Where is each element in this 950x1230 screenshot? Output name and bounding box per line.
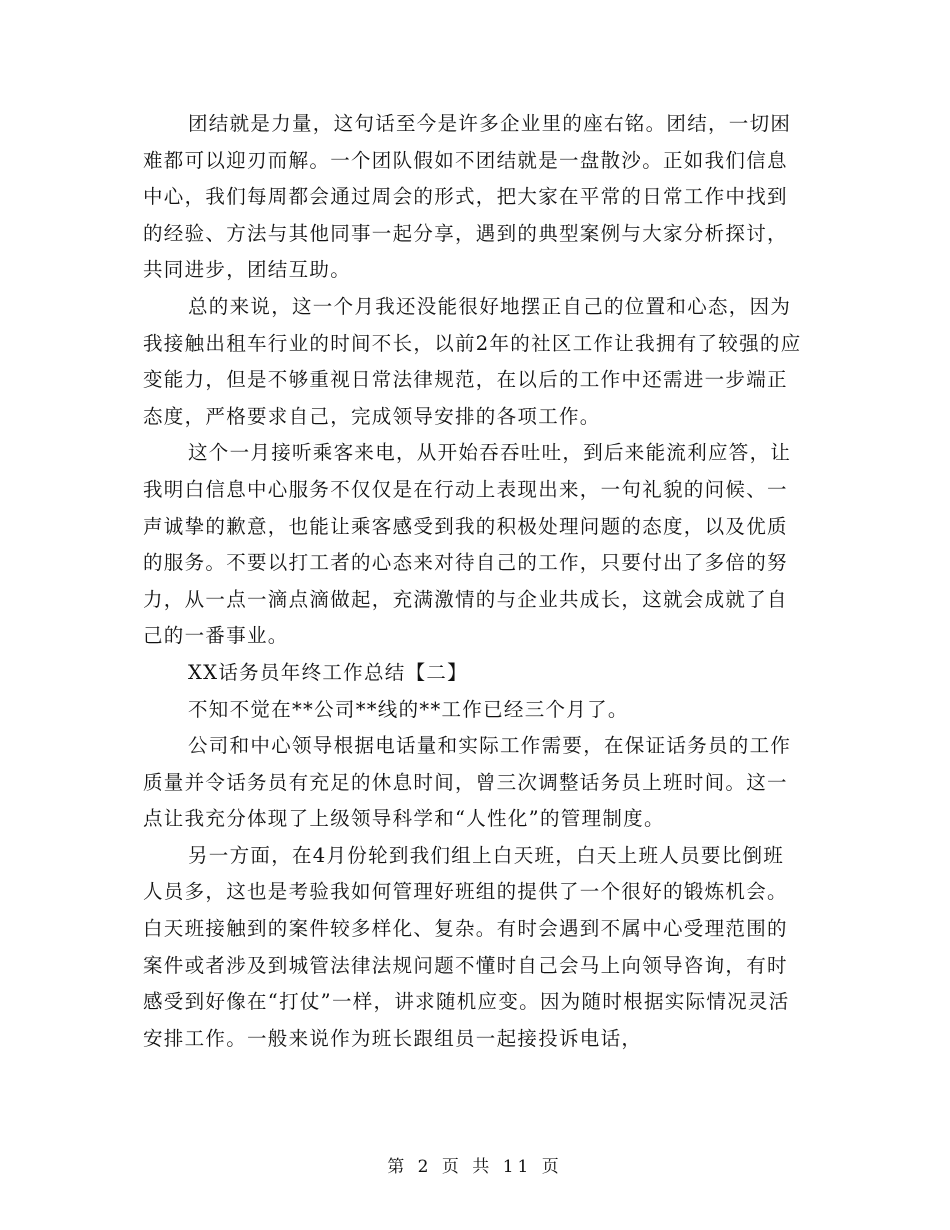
paragraph-1: 团结就是力量，这句话至今是许多企业里的座右铭。团结，一切困难都可以迎刃而解。一个团队假如不团结就是一盘散沙。正如我们信息中心，我们每周都会通过周会的形式，把大家在平常的日常工作中找到的经验、方法与其他同事一起分享，遇到的典型案例与大家分析探讨，共同进步，团结互助。 xyxy=(143,112,792,282)
paragraph-6: 另一方面，在4月份轮到我们组上白天班，白天上班人员要比倒班人员多，这也是考验我如何管理好班组的提供了一个很好的锻炼机会。白天班接触到的案件较多样化、复杂。有时会遇到不属中心受理范围的案件或者涉及到城管法律法规问题不懂时自己会马上向领导咨询，有时感受到好像在“打仗”一样，讲求随机应变。因为随时根据实际情况灵活安排工作。一般来说作为班长跟组员一起接投诉电话， xyxy=(143,843,790,1050)
paragraph-4: 不知不觉在**公司**线的**工作已经三个月了。 xyxy=(188,697,629,721)
document-body xyxy=(143,106,803,1057)
paragraph-3: 这个一月接听乘客来电，从开始吞吞吐吐，到后来能流利应答，让我明白信息中心服务不仅仅是在行动上表现出来，一句礼貌的问候、一声诚挚的歉意，也能让乘客感受到我的积极处理问题的态度，以及优质的服务。不要以打工者的心态来对待自己的工作，只要付出了多倍的努力，从一点一滴点滴做起，充满激情的与企业共成长，这就会成就了自己的一番事业。 xyxy=(143,441,792,648)
paragraph-2: 总的来说，这一个月我还没能很好地摆正自己的位置和心态，因为我接触出租车行业的时间不长，以前2年的社区工作让我拥有了较强的应变能力，但是不够重视日常法律规范，在以后的工作中还需进一步端正态度，严格要求自己，完成领导安排的各项工作。 xyxy=(143,294,802,428)
page-footer: 第 2 页 共 11 页 xyxy=(387,1157,563,1177)
section-heading: XX话务员年终工作总结【二】 xyxy=(188,660,468,684)
paragraph-5: 公司和中心领导根据电话量和实际工作需要，在保证话务员的工作质量并令话务员有充足的休息时间，曾三次调整话务员上班时间。这一点让我充分体现了上级领导科学和“人性化”的管理制度。 xyxy=(143,734,792,831)
